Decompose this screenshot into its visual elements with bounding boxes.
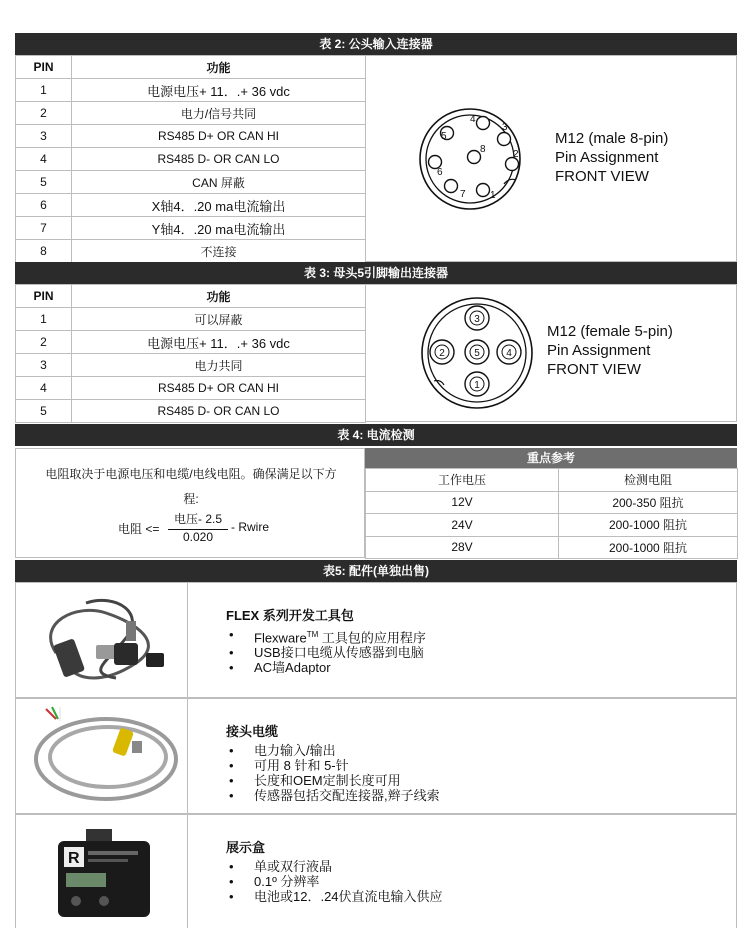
pin-number: 7 bbox=[460, 189, 466, 200]
cable-image bbox=[16, 699, 188, 813]
diagram-label: M12 (male 8-pin) bbox=[555, 130, 669, 147]
list-item: • 电池或12．.24伏直流电输入供应 bbox=[226, 889, 443, 904]
diagram-label: M12 (female 5-pin) bbox=[547, 323, 673, 340]
dev-kit-image bbox=[16, 583, 188, 697]
ref-cell: 28V bbox=[366, 536, 559, 559]
diagram-label: FRONT VIEW bbox=[547, 361, 641, 378]
formula-rhs: - Rwire bbox=[231, 520, 269, 534]
table-cell-pin: 3 bbox=[16, 354, 72, 377]
list-item: • 单或双行液晶 bbox=[226, 859, 443, 874]
table-cell-pin: 7 bbox=[16, 217, 72, 240]
formula-lhs: 电阻 <= bbox=[118, 522, 160, 536]
table-cell-func: 电力/信号共同 bbox=[72, 102, 366, 125]
reference-table bbox=[365, 468, 738, 559]
pin-number: 3 bbox=[502, 122, 508, 133]
list-item: • 传感器包括交配连接器,辫子线索 bbox=[226, 788, 440, 803]
display-box-description bbox=[226, 837, 443, 904]
table-cell-func: RS485 D+ OR CAN HI bbox=[72, 377, 366, 400]
m12-male-8pin-diagram bbox=[366, 56, 738, 263]
list-item: • 0.1º 分辨率 bbox=[226, 874, 443, 889]
table2 bbox=[15, 55, 366, 263]
table-cell-pin: 1 bbox=[16, 308, 72, 331]
ref-cell: 200-1000 阻抗 bbox=[559, 536, 738, 559]
pin-hole-1 bbox=[477, 184, 490, 197]
pin-number: 2 bbox=[513, 149, 519, 160]
table-cell-pin: 4 bbox=[16, 148, 72, 171]
table-cell-func: Y轴4．.20 ma电流输出 bbox=[72, 217, 366, 240]
table-cell-pin: 8 bbox=[16, 240, 72, 263]
resistance-formula bbox=[118, 510, 298, 546]
pin-number: 8 bbox=[480, 144, 486, 155]
table-cell-pin: 1 bbox=[16, 79, 72, 102]
cable-description bbox=[226, 721, 440, 803]
list-item: • 长度和OEM定制长度可用 bbox=[226, 773, 440, 788]
pin-number: 1 bbox=[474, 380, 480, 391]
table-cell-pin: 5 bbox=[16, 400, 72, 423]
table-cell-func: X轴4．.20 ma电流输出 bbox=[72, 194, 366, 217]
pin-hole-8 bbox=[468, 151, 481, 164]
pin-hole-4 bbox=[477, 117, 490, 130]
accessory-row-cable bbox=[15, 698, 737, 814]
pin-number: 5 bbox=[474, 348, 480, 359]
accessory-title: FLEX 系列开发工具包 bbox=[226, 608, 354, 623]
table5-title-bar: 表5: 配件(单独出售) bbox=[15, 560, 737, 582]
pin-number: 6 bbox=[437, 167, 443, 178]
current-sense-explanation bbox=[15, 448, 365, 558]
ref-cell: 200-1000 阻抗 bbox=[559, 514, 738, 537]
explanation-line: 电阻取决于电源电压和电缆/电线电阻。确保满足以下方 bbox=[45, 467, 337, 481]
accessory-row-display-box bbox=[15, 814, 737, 928]
pin-number: 3 bbox=[474, 314, 480, 325]
table-cell-func: RS485 D- OR CAN LO bbox=[72, 148, 366, 171]
pin-number: 5 bbox=[441, 131, 447, 142]
table2-diagram-panel bbox=[365, 55, 737, 262]
pin-number: 4 bbox=[470, 114, 476, 125]
table-cell-pin: 4 bbox=[16, 377, 72, 400]
formula-denominator: 0.020 bbox=[182, 530, 214, 544]
table3-diagram-panel bbox=[365, 284, 737, 422]
diagram-label: Pin Assignment bbox=[555, 149, 659, 166]
table3-title-bar: 表 3: 母头5引脚输出连接器 bbox=[15, 262, 737, 284]
table-cell-func: 可以屏蔽 bbox=[72, 308, 366, 331]
ref-cell: 12V bbox=[366, 491, 559, 514]
diagram-label: FRONT VIEW bbox=[555, 168, 649, 185]
table-cell-func: RS485 D+ OR CAN HI bbox=[72, 125, 366, 148]
table-cell-func: 电力共同 bbox=[72, 354, 366, 377]
table3 bbox=[15, 284, 366, 423]
pin-number: 2 bbox=[439, 348, 445, 359]
table2-title-bar: 表 2: 公头输入连接器 bbox=[15, 33, 737, 55]
accessory-title: 接头电缆 bbox=[226, 724, 279, 739]
list-item: • 可用 8 针和 5-针 bbox=[226, 758, 440, 773]
table4-title-bar: 表 4: 电流检测 bbox=[15, 424, 737, 446]
accessory-row-dev-kit bbox=[15, 582, 737, 698]
table-cell-func: 不连接 bbox=[72, 240, 366, 263]
table3-header-pin: PIN bbox=[16, 285, 72, 308]
accessory-title: 展示盒 bbox=[226, 840, 266, 855]
table-cell-pin: 2 bbox=[16, 102, 72, 125]
pin-number: 1 bbox=[490, 190, 496, 201]
list-item: • 电力输入/输出 bbox=[226, 743, 440, 758]
table-cell-func: 电源电压+ 11．.+ 36 vdc bbox=[72, 79, 366, 102]
explanation-line: 程: bbox=[183, 492, 199, 506]
pin-hole-7 bbox=[445, 180, 458, 193]
display-box-image bbox=[16, 815, 188, 928]
list-item: • AC墙Adaptor bbox=[226, 660, 426, 675]
reference-header: 重点参考 bbox=[365, 448, 737, 468]
table-cell-pin: 5 bbox=[16, 171, 72, 194]
dev-kit-description bbox=[226, 605, 426, 675]
table-cell-pin: 6 bbox=[16, 194, 72, 217]
ref-cell: 24V bbox=[366, 514, 559, 537]
svg-text:R: R bbox=[68, 850, 80, 867]
list-item: • Flexware™ 工具包的应用程序 bbox=[226, 627, 426, 645]
ref-header-resistance: 检测电阻 bbox=[559, 469, 738, 492]
table-cell-pin: 3 bbox=[16, 125, 72, 148]
table-cell-func: RS485 D- OR CAN LO bbox=[72, 400, 366, 423]
table2-header-func: 功能 bbox=[72, 56, 366, 79]
ref-cell: 200-350 阻抗 bbox=[559, 491, 738, 514]
diagram-label: Pin Assignment bbox=[547, 342, 651, 359]
pin-number: 4 bbox=[506, 348, 512, 359]
pin-hole-3 bbox=[498, 133, 511, 146]
table-cell-func: CAN 屏蔽 bbox=[72, 171, 366, 194]
table-cell-func: 电源电压+ 11．.+ 36 vdc bbox=[72, 331, 366, 354]
table-cell-pin: 2 bbox=[16, 331, 72, 354]
ref-header-voltage: 工作电压 bbox=[366, 469, 559, 492]
table2-header-pin: PIN bbox=[16, 56, 72, 79]
table3-header-func: 功能 bbox=[72, 285, 366, 308]
formula-numerator: 电压- 2.5 bbox=[168, 510, 228, 530]
list-item: • USB接口电缆从传感器到电脑 bbox=[226, 645, 426, 660]
